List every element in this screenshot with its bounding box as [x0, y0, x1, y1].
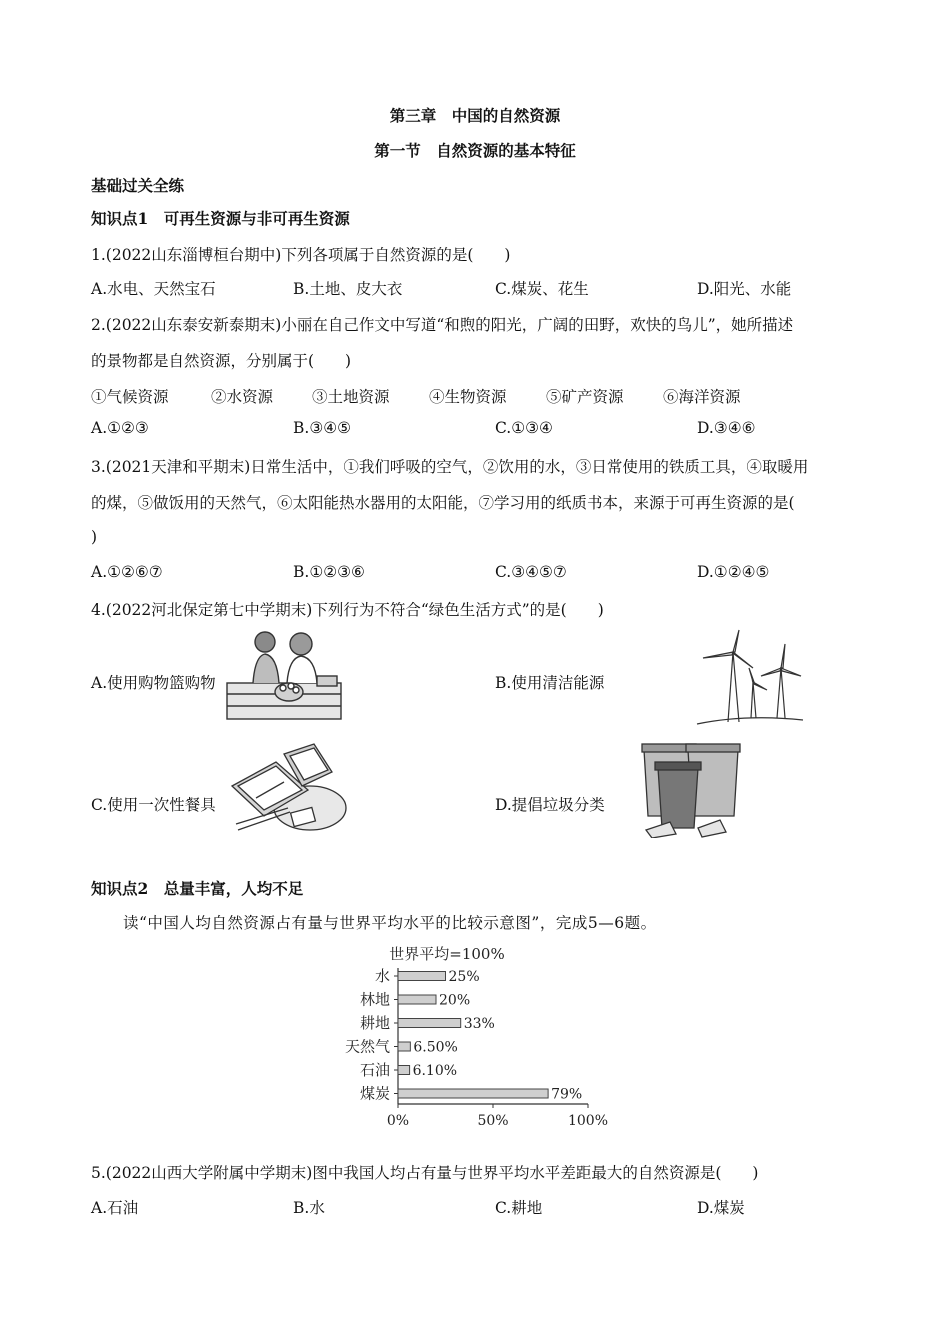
chart-value-label: 6.50% — [413, 1039, 458, 1056]
question-3-stem-line2: 的煤，⑤做饭用的天然气，⑥太阳能热水器用的太阳能，⑦学习用的纸质书本，来源于可再生资源的是( — [91, 494, 795, 512]
knowledge-point-1: 知识点1 可再生资源与非可再生资源 — [91, 209, 350, 228]
q5-option-c[interactable]: C.耕地 — [495, 1199, 543, 1217]
q2-option-b[interactable]: B.③④⑤ — [293, 419, 352, 437]
q3-option-c[interactable]: C.③④⑤⑦ — [495, 563, 567, 581]
chart-bar — [398, 972, 446, 981]
question-2-stem-line1: 2.(2022山东泰安新泰期末)小丽在自己作文中写道“和煦的阳光，广阔的田野，欢快的鸟儿”，她所描述 — [91, 316, 794, 334]
chart-bar — [398, 995, 436, 1004]
chart-x-tick-label: 100% — [567, 1113, 609, 1129]
practice-heading: 基础过关全练 — [91, 176, 185, 195]
question-5-stem: 5.(2022山西大学附属中学期末)图中我国人均占有量与世界平均水平差距最大的自然资源是( ) — [91, 1164, 759, 1182]
chart-value-label: 20% — [439, 992, 471, 1009]
chart-value-label: 25% — [448, 969, 480, 985]
q2-item-5: ⑤矿产资源 — [546, 388, 624, 406]
q4-option-c[interactable]: C.使用一次性餐具 — [91, 796, 216, 814]
disposable-tableware-illustration — [228, 742, 350, 836]
chart-bar — [398, 1019, 461, 1028]
q2-item-6: ⑥海洋资源 — [663, 388, 741, 406]
q3-option-d[interactable]: D.①②④⑤ — [697, 563, 770, 581]
q1-option-d[interactable]: D.阳光、水能 — [697, 280, 792, 298]
q3-option-a[interactable]: A.①②⑥⑦ — [91, 563, 163, 581]
q2-item-3: ③土地资源 — [312, 388, 390, 406]
q4-option-b[interactable]: B.使用清洁能源 — [495, 674, 605, 692]
question-2-stem-line2: 的景物都是自然资源，分别属于( ) — [91, 352, 352, 370]
q4-option-a[interactable]: A.使用购物篮购物 — [91, 674, 216, 692]
q2-option-a[interactable]: A.①②③ — [91, 419, 149, 437]
chart-bar — [398, 1089, 548, 1098]
chart-value-label: 6.10% — [412, 1063, 458, 1079]
q2-item-1: ①气候资源 — [91, 388, 169, 406]
chart-value-label: 33% — [463, 1016, 495, 1032]
q1-option-c[interactable]: C.煤炭、花生 — [495, 280, 589, 298]
chart-category-label: 林地 — [359, 990, 390, 1009]
q1-option-a[interactable]: A.水电、天然宝石 — [91, 280, 216, 298]
chart-category-label: 煤炭 — [359, 1084, 390, 1103]
chart-bar — [398, 1066, 410, 1075]
chart-category-label: 耕地 — [359, 1014, 390, 1032]
q5-option-d[interactable]: D.煤炭 — [697, 1199, 745, 1217]
chart-bar — [398, 1042, 410, 1051]
chart-title: 世界平均=100% — [389, 945, 505, 963]
q2-option-d[interactable]: D.③④⑥ — [697, 419, 756, 437]
q5-option-b[interactable]: B.水 — [293, 1199, 325, 1217]
knowledge-point-2: 知识点2 总量丰富，人均不足 — [91, 879, 304, 898]
chart-category-label: 石油 — [359, 1061, 390, 1079]
q4-option-d[interactable]: D.提倡垃圾分类 — [495, 796, 605, 814]
wind-turbine-illustration — [695, 628, 805, 726]
q2-item-4: ④生物资源 — [429, 388, 507, 406]
q5-option-a[interactable]: A.石油 — [91, 1199, 139, 1217]
q2-option-c[interactable]: C.①③④ — [495, 419, 553, 437]
chart-x-tick-label: 0% — [386, 1113, 410, 1129]
garbage-sorting-bins-illustration — [640, 742, 744, 838]
question-4-stem: 4.(2022河北保定第七中学期末)下列行为不符合“绿色生活方式”的是( ) — [91, 601, 604, 619]
chart-value-label: 79% — [551, 1086, 583, 1103]
chart-x-tick-label: 50% — [477, 1113, 509, 1129]
q2-item-2: ②水资源 — [211, 388, 274, 406]
chart-category-label: 天然气 — [344, 1037, 390, 1056]
resource-comparison-chart — [330, 938, 630, 1133]
chart-category-label: 水 — [374, 967, 390, 985]
reading-intro: 读“中国人均自然资源占有量与世界平均水平的比较示意图”，完成5—6题。 — [123, 914, 657, 932]
question-1-stem: 1.(2022山东淄博桓台期中)下列各项属于自然资源的是( ) — [91, 246, 511, 264]
question-3-stem-line1: 3.(2021天津和平期末)日常生活中，①我们呼吸的空气，②饮用的水，③日常使用的铁质工具，④取暖用 — [91, 458, 809, 476]
chapter-title: 第三章 中国的自然资源 — [389, 106, 561, 125]
q1-option-b[interactable]: B.土地、皮大衣 — [293, 280, 403, 298]
q3-option-b[interactable]: B.①②③⑥ — [293, 563, 365, 581]
section-title: 第一节 自然资源的基本特征 — [374, 141, 576, 160]
shopping-basket-illustration — [225, 628, 345, 723]
question-3-stem-line3: ) — [91, 528, 98, 546]
